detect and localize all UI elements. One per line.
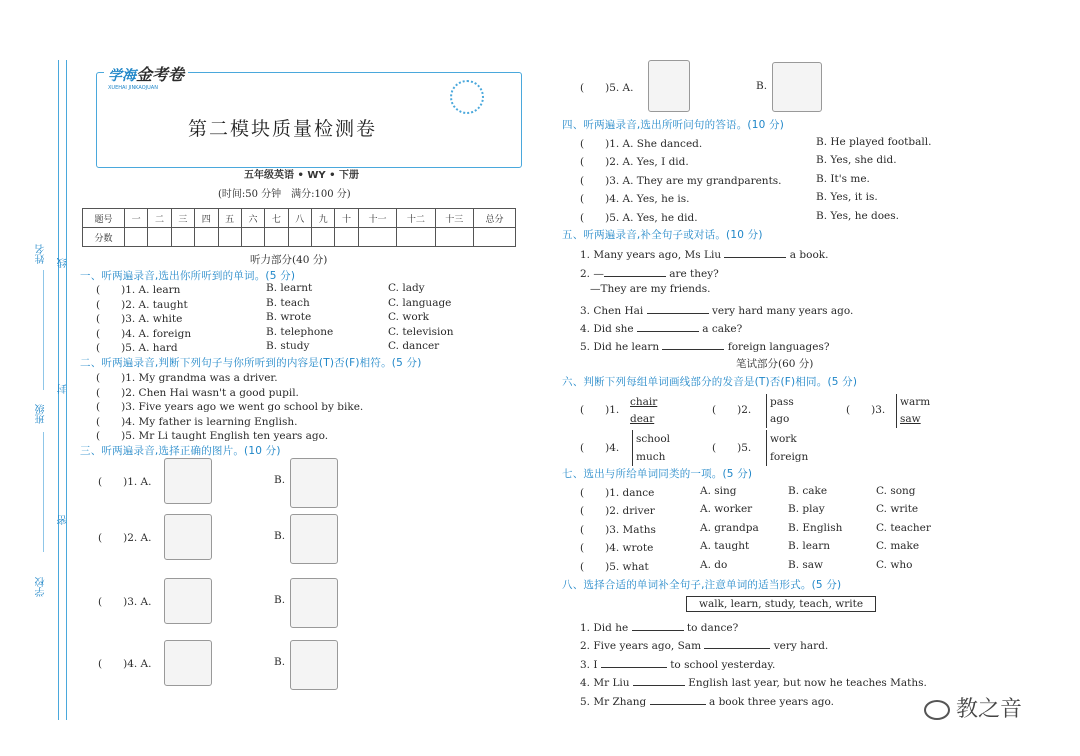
s1-option-c[interactable]: C. television [388, 325, 454, 338]
s4-option-b[interactable]: B. Yes, he does. [816, 209, 899, 222]
s7-option-b[interactable]: B. learn [788, 540, 831, 553]
s5-line-5: 5. Did he learn foreign languages? [580, 338, 830, 353]
answer-blank[interactable] [704, 637, 770, 649]
score-cell[interactable] [218, 228, 241, 247]
s7-option-a[interactable]: A. worker [700, 503, 753, 516]
s1-option-b[interactable]: B. wrote [266, 311, 312, 324]
s6-words-2: pass ago [766, 394, 794, 428]
picture-b[interactable] [290, 458, 338, 508]
s4-item-5: ( )5. A. Yes, he did. [580, 211, 698, 224]
sun-icon [450, 80, 484, 114]
class-label: 班级 [36, 404, 47, 424]
s6-words-1: chair dear [630, 396, 658, 425]
answer-blank[interactable] [632, 619, 684, 631]
s7-option-b[interactable]: B. saw [788, 558, 824, 571]
time-line: (时间:50 分钟 满分:100 分) [218, 189, 351, 200]
s8-line-4: 4. Mr Liu English last year, but now he teaches Maths. [580, 674, 927, 689]
s3-option-b: B. [274, 474, 286, 486]
s7-option-a[interactable]: A. do [700, 558, 728, 571]
score-header-cell: 九 [312, 209, 335, 228]
score-header-cell: 五 [218, 209, 241, 228]
s6-item-1: ( )1. [580, 404, 620, 416]
s4-item-1: ( )1. A. She danced. [580, 138, 703, 150]
subtitle: 五年级英语 • WY • 下册 [244, 170, 359, 181]
written-head: 笔试部分(60 分) [736, 358, 814, 370]
s3-item-1: ( )1. A. [98, 476, 152, 488]
s4-option-b[interactable]: B. Yes, she did. [816, 154, 897, 167]
answer-blank[interactable] [662, 338, 724, 350]
s6-words-4: school much [632, 430, 670, 466]
logo: 学海金考卷 XUEHAI JINKAOJUAN [104, 62, 188, 91]
s1-item-1: ( )1. A. learn [96, 284, 181, 296]
s2-item-3: ( )3. Five years ago we went go school by bike. [96, 401, 364, 414]
answer-blank[interactable] [633, 674, 685, 686]
s1-option-b[interactable]: B. teach [266, 296, 310, 309]
s2-title: 二、听两遍录音,判断下列句子与你所听到的内容是(T)否(F)相符。(5 分) [80, 357, 422, 369]
s2-item-1: ( )1. My grandma was a driver. [96, 372, 278, 384]
s4-item-3: ( )3. A. They are my grandparents. [580, 174, 782, 187]
s7-option-b[interactable]: B. cake [788, 485, 828, 497]
s6-item-4: ( )4. [580, 442, 620, 454]
s7-option-c[interactable]: C. make [876, 540, 920, 553]
s1-option-c[interactable]: C. dancer [388, 340, 440, 353]
score-cell[interactable] [241, 228, 264, 247]
s8-line-1: 1. Did he to dance? [580, 619, 738, 634]
score-header-cell: 总分 [474, 209, 516, 228]
s1-item-4: ( )4. A. foreign [96, 327, 192, 340]
s7-item-3: ( )3. Maths [580, 523, 656, 536]
s7-item-4: ( )4. wrote [580, 542, 654, 555]
s7-option-c[interactable]: C. teacher [876, 521, 931, 534]
s1-item-3: ( )3. A. white [96, 313, 183, 326]
score-cell[interactable] [125, 228, 148, 247]
answer-blank[interactable] [604, 265, 666, 277]
s7-option-c[interactable]: C. song [876, 485, 916, 497]
s6-words-3: warm saw [896, 394, 930, 428]
s1-option-b[interactable]: B. learnt [266, 282, 313, 294]
wechat-icon [924, 700, 950, 720]
s1-item-2: ( )2. A. taught [96, 298, 188, 311]
s4-item-4: ( )4. A. Yes, he is. [580, 193, 690, 206]
picture-b[interactable] [290, 640, 338, 690]
s5-title: 五、听两遍录音,补全句子或对话。(10 分) [562, 229, 763, 241]
score-header-cell: 一 [125, 209, 148, 228]
s7-item-1: ( )1. dance [580, 487, 655, 499]
score-cell[interactable] [335, 228, 358, 247]
score-cell[interactable] [358, 228, 396, 247]
score-cell[interactable] [474, 228, 516, 247]
picture-a[interactable] [164, 578, 212, 624]
score-cell[interactable] [288, 228, 311, 247]
seal-label: 封 [58, 384, 69, 394]
picture-a[interactable] [164, 458, 212, 504]
s7-item-5: ( )5. what [580, 560, 649, 573]
score-cell[interactable] [435, 228, 473, 247]
s7-option-a[interactable]: A. taught [700, 540, 750, 553]
score-cell[interactable] [397, 228, 435, 247]
score-cell[interactable] [312, 228, 335, 247]
s2-item-4: ( )4. My father is learning English. [96, 415, 298, 428]
score-header-cell: 题号 [83, 209, 125, 228]
score-header-cell: 十二 [397, 209, 435, 228]
score-cell: 分数 [83, 228, 125, 247]
s6-item-2: ( )2. [712, 404, 752, 416]
s4-option-b[interactable]: B. Yes, it is. [816, 191, 878, 204]
s4-item-2: ( )2. A. Yes, I did. [580, 156, 689, 169]
s2-item-5: ( )5. Mr Li taught English ten years ago. [96, 430, 329, 443]
s5-line-2c: —They are my friends. [590, 283, 711, 295]
answer-blank[interactable] [724, 246, 786, 258]
score-cell[interactable] [148, 228, 171, 247]
s3-item-4: ( )4. A. [98, 658, 152, 670]
s7-option-c[interactable]: C. write [876, 503, 919, 516]
s4-option-b[interactable]: B. It's me. [816, 172, 870, 185]
s5-line-3: 3. Chen Hai very hard many years ago. [580, 302, 853, 317]
score-header-cell: 三 [171, 209, 194, 228]
s3-option-b: B. [274, 530, 286, 542]
answer-blank[interactable] [647, 302, 709, 314]
score-cell[interactable] [171, 228, 194, 247]
secret-label: 密 [58, 515, 69, 525]
score-header-cell: 六 [241, 209, 264, 228]
s3-item-5-b: B. [756, 80, 768, 92]
s5-line-4: 4. Did she a cake? [580, 320, 742, 335]
school-label: 学校 [36, 577, 47, 597]
s6-words-5: work foreign [766, 430, 808, 466]
s8-title: 八、选择合适的单词补全句子,注意单词的适当形式。(5 分) [562, 579, 842, 591]
score-header-cell: 二 [148, 209, 171, 228]
picture-b[interactable] [290, 578, 338, 628]
s3-item-5: ( )5. A. [580, 82, 634, 94]
s3-item-3: ( )3. A. [98, 596, 152, 608]
picture-a[interactable] [164, 514, 212, 560]
s1-option-c[interactable]: C. work [388, 311, 430, 324]
page-title: 第二模块质量检测卷 [188, 118, 378, 140]
answer-blank[interactable] [650, 693, 706, 705]
score-header-cell: 四 [195, 209, 218, 228]
score-header-cell: 七 [265, 209, 288, 228]
answer-blank[interactable] [637, 320, 699, 332]
s5-line-2: 2. — are they? [580, 265, 719, 280]
watermark: 教之音 [918, 692, 1028, 723]
s7-option-a[interactable]: A. sing [700, 485, 737, 497]
s6-title: 六、判断下列每组单词画线部分的发音是(T)否(F)相同。(5 分) [562, 376, 858, 388]
s3-option-b: B. [274, 594, 286, 606]
s4-option-b[interactable]: B. He played football. [816, 136, 932, 148]
s8-line-2: 2. Five years ago, Sam very hard. [580, 637, 828, 652]
line-label: 线 [58, 258, 69, 268]
s7-option-a[interactable]: A. grandpa [700, 521, 759, 534]
s1-option-c[interactable]: C. lady [388, 282, 425, 294]
s7-item-2: ( )2. driver [580, 505, 655, 518]
s8-line-3: 3. I to school yesterday. [580, 656, 775, 671]
s1-option-b[interactable]: B. study [266, 340, 310, 353]
s5-line-1: 1. Many years ago, Ms Liu a book. [580, 246, 828, 261]
picture-a[interactable] [164, 640, 212, 686]
score-header-cell: 八 [288, 209, 311, 228]
name-label: 姓名 [36, 244, 47, 264]
s6-item-3: ( )3. [846, 404, 886, 416]
word-box: walk, learn, study, teach, write [686, 596, 876, 612]
score-cell[interactable] [195, 228, 218, 247]
s3-option-b: B. [274, 656, 286, 668]
s2-item-2: ( )2. Chen Hai wasn't a good pupil. [96, 386, 299, 399]
s3-item-2: ( )2. A. [98, 532, 152, 544]
s7-option-c[interactable]: C. who [876, 558, 913, 571]
score-cell[interactable] [265, 228, 288, 247]
basketball-boy-picture[interactable] [648, 60, 690, 112]
s6-item-5: ( )5. [712, 442, 752, 454]
s1-title: 一、听两遍录音,选出你所听到的单词。(5 分) [80, 270, 296, 282]
score-header-cell: 十一 [358, 209, 396, 228]
s7-option-b[interactable]: B. English [788, 521, 843, 534]
answer-blank[interactable] [601, 656, 667, 668]
s4-title: 四、听两遍录音,选出所听问句的答语。(10 分) [562, 119, 785, 131]
s1-item-5: ( )5. A. hard [96, 342, 178, 355]
s3-title: 三、听两遍录音,选择正确的图片。(10 分) [80, 445, 281, 457]
s1-option-b[interactable]: B. telephone [266, 325, 334, 338]
s1-option-c[interactable]: C. language [388, 296, 452, 309]
score-header-cell: 十三 [435, 209, 473, 228]
s7-option-b[interactable]: B. play [788, 503, 825, 516]
picture-b[interactable] [290, 514, 338, 564]
s7-title: 七、选出与所给单词同类的一项。(5 分) [562, 468, 753, 480]
score-header-cell: 十 [335, 209, 358, 228]
score-table [82, 208, 516, 247]
listening-head: 听力部分(40 分) [250, 254, 328, 266]
s8-line-5: 5. Mr Zhang a book three years ago. [580, 693, 834, 708]
football-boy-picture[interactable] [772, 62, 822, 112]
